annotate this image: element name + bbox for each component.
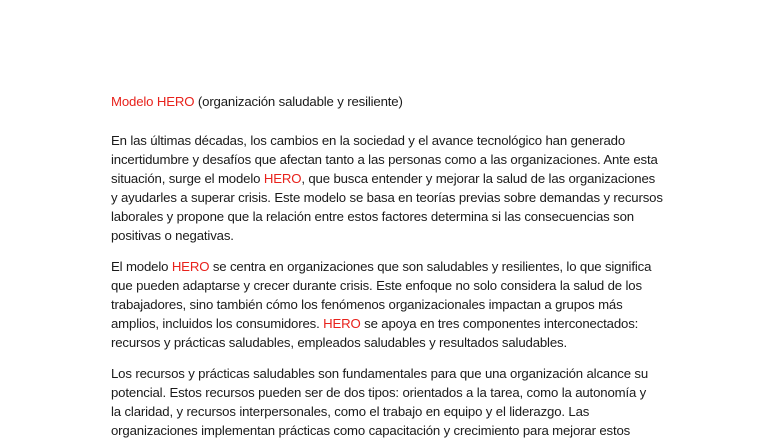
paragraph-1 [111,131,671,245]
text-run: Los recursos y prácticas saludables son fundamentales para que una organización alcance su [111,366,649,381]
text-run: la claridad, y recursos interpersonales, como el trabajo en equipo y el liderazgo. Las [111,404,590,419]
paragraph-2 [111,257,671,352]
paragraph-line [111,188,671,207]
text-run: se centra en organizaciones que son saludables y resilientes, lo que significa [209,259,652,274]
paragraph-line [111,226,671,245]
text-run: recursos y prácticas saludables, empleados saludables y resultados saludables. [111,335,567,350]
paragraph-line [111,364,671,383]
text-run: trabajadores, sino también cómo los fenómenos organizacionales impactan a grupos más [111,297,623,312]
paragraph-line [111,314,671,333]
text-run: incertidumbre y desafíos que afectan tanto a las personas como a las organizaciones. Ante esta [111,152,658,167]
hero-highlight: HERO [171,259,210,274]
text-run: situación, surge el modelo [111,171,264,186]
paragraph-line [111,257,671,276]
paragraph-line [111,333,671,352]
text-run: positivas o negativas. [111,228,234,243]
paragraph-line [111,421,671,440]
paragraph-line [111,402,671,421]
heading-subtitle: (organización saludable y resiliente) [194,94,403,109]
text-run: potencial. Estos recursos pueden ser de dos tipos: orientados a la tarea, como la autonomía y [111,385,647,400]
text-run: y ayudarles a superar crisis. Este modelo se basa en teorías previas sobre demandas y recursos [111,190,663,205]
paragraph-line [111,383,671,402]
hero-highlight: HERO [263,171,302,186]
text-run: En las últimas décadas, los cambios en la sociedad y el avance tecnológico han generado [111,133,626,148]
paragraph-line [111,207,671,226]
text-run: se apoya en tres componentes interconectados: [360,316,639,331]
heading-title: Modelo HERO [111,94,195,109]
text-run: organizaciones implementan prácticas como capacitación y crecimiento para mejorar estos [111,423,631,438]
text-run: , que busca entender y mejorar la salud de las organizaciones [301,171,656,186]
paragraph-line [111,150,671,169]
text-run: laborales y propone que la relación entre estos factores determina si las consecuencias son [111,209,634,224]
paragraph-line [111,295,671,314]
text-run: amplios, incluidos los consumidores. [111,316,324,331]
hero-highlight: HERO [323,316,361,331]
paragraph-line [111,276,671,295]
paragraph-line [111,169,671,188]
text-run: El modelo [111,259,172,274]
text-run: que pueden adaptarse y crecer durante crisis. Este enfoque no solo considera la salud de los [111,278,642,293]
paragraph-line [111,131,671,150]
paragraph-3 [111,364,671,440]
section-heading [111,92,403,111]
